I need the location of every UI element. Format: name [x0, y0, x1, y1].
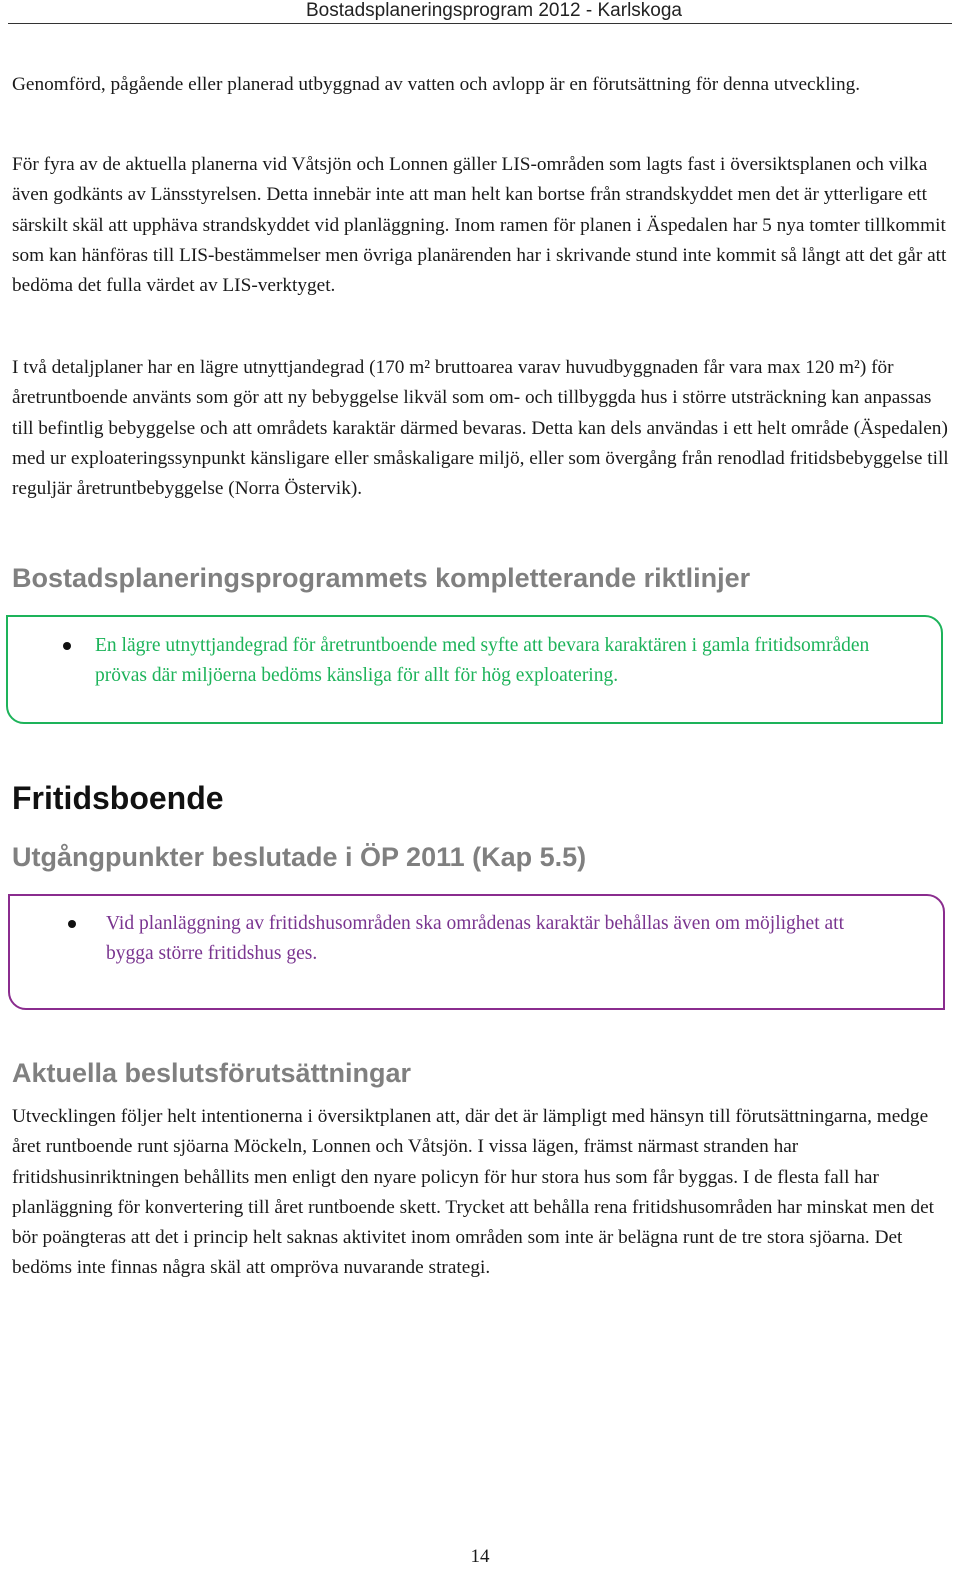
paragraph-detail-plans: I två detaljplaner har en lägre utnyttjandegrad (170 m² bruttoarea varav huvudbyggnaden får vara max 120 m²) för åretruntboende använts som gör att ny bebyggelse likväl som om- och tillbyggda hus i större utsträckning kan anpassas till befintlig bebyggelse och att områdets karaktär därmed bevaras. Detta kan dels användas i ett helt område (Äspedalen) med ur exploateringssynpunkt känsligare eller småskaligare miljö, eller som övergång från renodlad fritidsbebyggelse till reguljär åretruntbebyggelse (Norra Östervik). [12, 357, 949, 500]
heading-utgangspunkter: Utgångpunkter beslutade i ÖP 2011 (Kap 5.5) [12, 842, 587, 872]
header-title: Bostadsplaneringsprogram 2012 - Karlskoga [306, 0, 682, 21]
guideline-bullet-text: En lägre utnyttjandegrad för åretruntboende med syfte att bevara karaktären i gamla fritidsområden prövas där miljöerna bedöms känsliga för allt för hög exploatering. [95, 635, 870, 686]
paragraph-aktuella: Utvecklingen följer helt intentionerna i översiktplanen att, där det är lämpligt med hänsyn till förutsättningarna, medge året runtboende runt sjöarna Möckeln, Lonnen och Våtsjön. I vissa lägen, främst närmast stranden har fritidshusinriktningen behållits men enligt den nyare policyn för hur stora hus som får byggas. I de flesta fall har planläggning för konvertering till året runtboende skett. Trycket att behålla rena fritidshusområden har minskat men det bör poängteras att det i princip helt saknas aktivitet inom områden som inte är belägna runt de tre stora sjöarna. Det bedöms inte finnas några skäl att ompröva nuvarande strategi. [12, 1106, 935, 1279]
utgangspunkt-bullet-text: Vid planläggning av fritidshusområden ska områdenas karaktär behållas även om möjlighet att bygga större fritidshus ges. [106, 913, 844, 964]
bullet-icon [68, 920, 76, 928]
heading-fritidsboende: Fritidsboende [12, 780, 224, 816]
page-number: 14 [470, 1546, 490, 1567]
bullet-icon [63, 642, 71, 650]
page-header [8, 0, 952, 24]
paragraph-water-sewage: Genomförd, pågående eller planerad utbyggnad av vatten och avlopp är en förutsättning för denna utveckling. [12, 74, 861, 95]
heading-aktuella: Aktuella beslutsförutsättningar [12, 1058, 412, 1088]
heading-guidelines: Bostadsplaneringsprogrammets kompletterande riktlinjer [12, 563, 751, 593]
paragraph-lis-areas: För fyra av de aktuella planerna vid Våtsjön och Lonnen gäller LIS-områden som lagts fast i översiktsplanen och vilka även godkänts av Länsstyrelsen. Detta innebär inte att man helt kan bortse från strandskyddet men det är ytterligare ett särskilt skäl att upphäva strandskyddet vid planläggning. Inom ramen för planen i Äspedalen har 5 nya tomter tillkommit som kan hänföras till LIS-bestämmelser men övriga planärenden har i skrivande stund inte kommit så långt att det går att bedöma det fulla värdet av LIS-verktyget. [12, 154, 947, 297]
